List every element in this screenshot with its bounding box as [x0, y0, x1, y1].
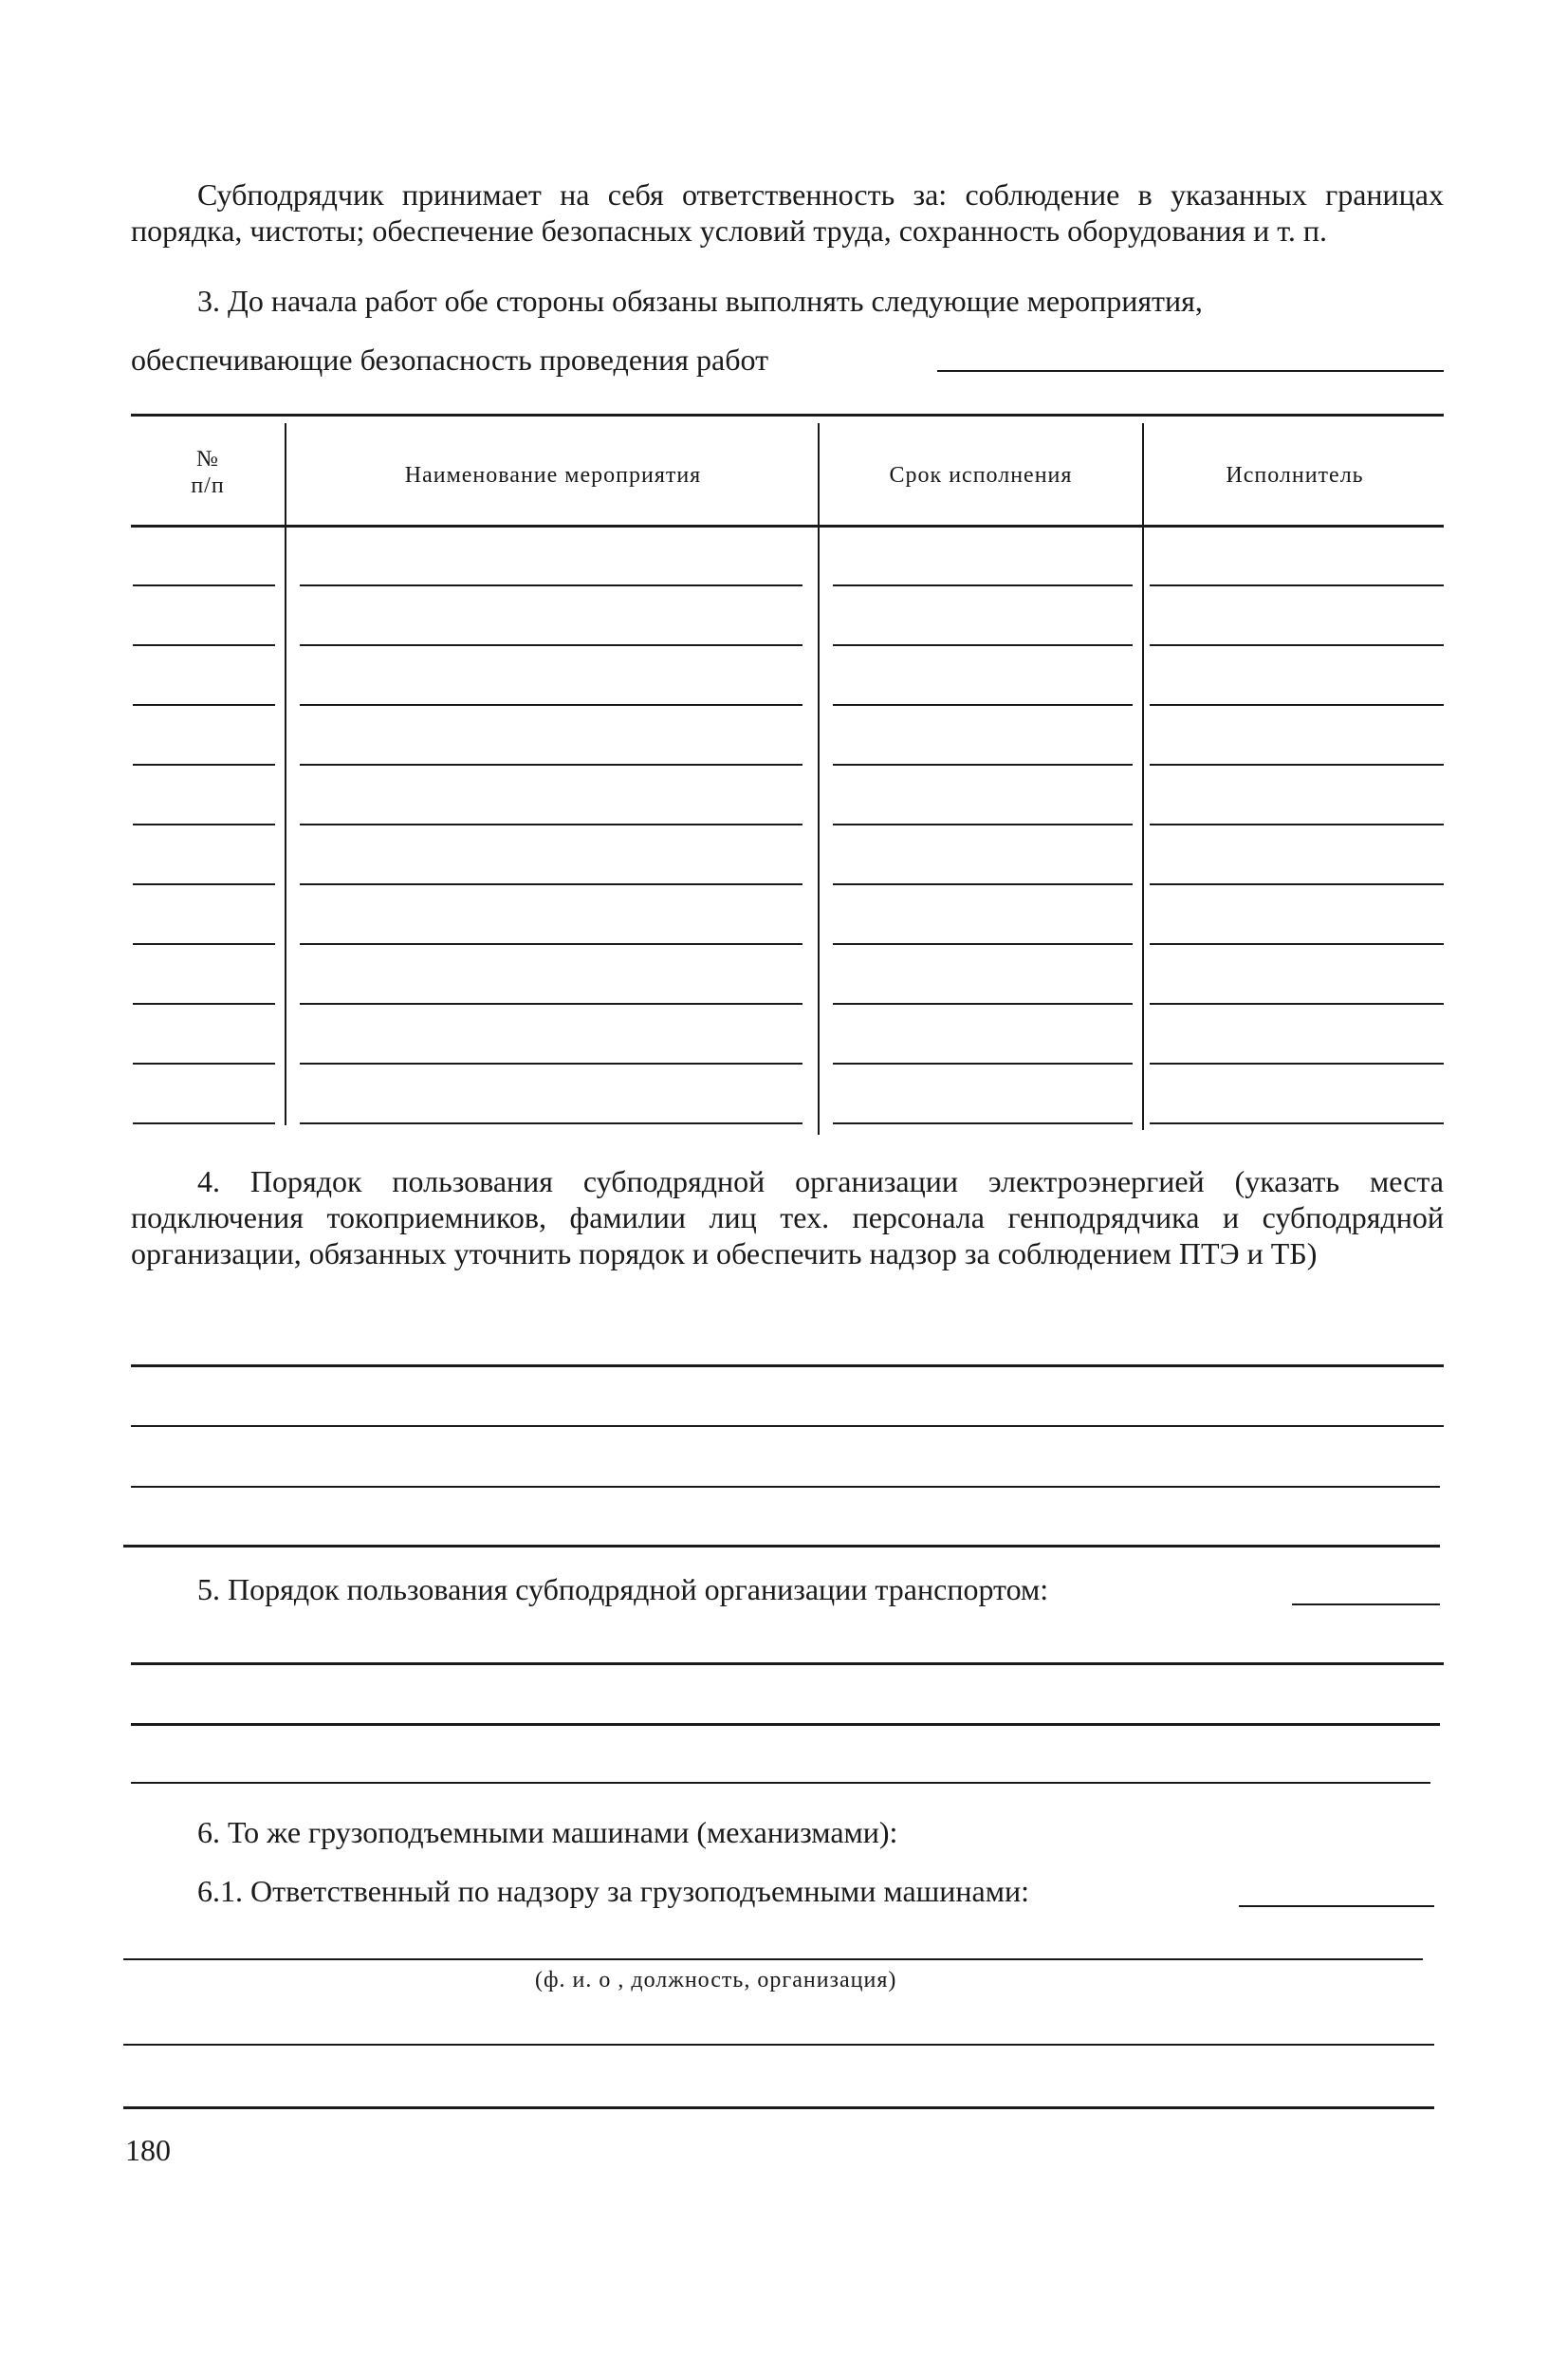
section-4-paragraph: 4. Порядок пользования субподрядной организации электроэнергией (указать места подключения токоприемников, фамилии лиц тех. персонала генподрядчика и субподрядной организации, обязанных уточнить порядок и обеспечить надзор за соблюдением ПТЭ и ТБ)	[131, 1164, 1444, 1270]
table-row-3-deadline-line	[833, 704, 1133, 706]
section-6-1-fill-line-2	[123, 2044, 1434, 2046]
table-row-9-executor-line	[1150, 1063, 1444, 1065]
table-header-name: Наименование мероприятия	[404, 463, 702, 488]
table-row-5-number-line	[133, 824, 275, 825]
table-row-7-deadline-line	[833, 943, 1133, 945]
table-row-9-name-line	[300, 1063, 802, 1065]
section-5-fill-line-1	[131, 1662, 1444, 1665]
table-row-6-deadline-line	[833, 883, 1133, 885]
table-col-divider-2	[818, 423, 820, 1135]
table-row-6-name-line	[300, 883, 802, 885]
section-6-1-caption: (ф. и. о , должность, организация)	[535, 1968, 897, 1993]
section-5-fill-line-0	[1292, 1603, 1440, 1605]
table-row-7-name-line	[300, 943, 802, 945]
table-row-8-deadline-line	[833, 1003, 1133, 1005]
table-row-5-name-line	[300, 824, 802, 825]
section-6-1-fill-line-1	[123, 1958, 1423, 1960]
table-row-6-number-line	[133, 883, 275, 885]
table-top-rule	[131, 414, 1444, 417]
table-row-4-name-line	[300, 764, 802, 766]
table-row-4-deadline-line	[833, 764, 1133, 766]
section-5-fill-line-2	[131, 1723, 1440, 1726]
table-row-2-name-line	[300, 644, 802, 646]
section-5-text: 5. Порядок пользования субподрядной организации транспортом:	[197, 1572, 1049, 1606]
table-row-3-name-line	[300, 704, 802, 706]
table-row-4-executor-line	[1150, 764, 1444, 766]
table-row-8-name-line	[300, 1003, 802, 1005]
table-row-5-deadline-line	[833, 824, 1133, 825]
table-row-5-executor-line	[1150, 824, 1444, 825]
section-6-1-text: 6.1. Ответственный по надзору за грузоподъемными машинами:	[197, 1874, 1030, 1908]
section-6-text: 6. То же грузоподъемными машинами (механизмами):	[197, 1815, 898, 1849]
section-3-line-1: 3. До начала работ обе стороны обязаны выполнять следующие мероприятия,	[197, 284, 1203, 318]
table-row-10-executor-line	[1150, 1122, 1444, 1124]
section-4-fill-line-1	[131, 1364, 1444, 1367]
table-row-7-number-line	[133, 943, 275, 945]
table-header-number: № п/п	[191, 447, 225, 498]
table-row-9-deadline-line	[833, 1063, 1133, 1065]
table-col-divider-1	[285, 423, 286, 1125]
table-row-3-number-line	[133, 704, 275, 706]
table-row-10-deadline-line	[833, 1122, 1133, 1124]
table-row-10-name-line	[300, 1122, 802, 1124]
intro-paragraph: Субподрядчик принимает на себя ответственность за: соблюдение в указанных границах порядка, чистоты; обеспечение безопасных условий труда, сохранность оборудования и т. п.	[131, 177, 1444, 248]
table-row-1-name-line	[300, 584, 802, 586]
section-6-1-fill-line-0	[1239, 1905, 1434, 1907]
table-row-6-executor-line	[1150, 883, 1444, 885]
section-6-1-fill-line-3	[123, 2106, 1434, 2109]
table-row-1-deadline-line	[833, 584, 1133, 586]
section-4-fill-line-3	[131, 1486, 1440, 1488]
table-row-2-executor-line	[1150, 644, 1444, 646]
table-row-2-number-line	[133, 644, 275, 646]
section-4-fill-line-2	[131, 1425, 1444, 1427]
table-header-deadline: Срок исполнения	[889, 463, 1073, 488]
table-header-bottom-rule	[131, 525, 1444, 528]
table-row-2-deadline-line	[833, 644, 1133, 646]
section-3-line-2: обеспечивающие безопасность проведения работ	[131, 343, 769, 377]
table-header-executor: Исполнитель	[1226, 463, 1364, 488]
table-row-8-number-line	[133, 1003, 275, 1005]
table-row-8-executor-line	[1150, 1003, 1444, 1005]
table-row-9-number-line	[133, 1063, 275, 1065]
table-row-3-executor-line	[1150, 704, 1444, 706]
table-row-1-executor-line	[1150, 584, 1444, 586]
section-3-fill-line	[937, 370, 1444, 372]
page-number: 180	[125, 2133, 171, 2167]
table-col-divider-3	[1142, 423, 1144, 1130]
table-row-4-number-line	[133, 764, 275, 766]
table-row-10-number-line	[133, 1122, 275, 1124]
table-row-7-executor-line	[1150, 943, 1444, 945]
table-row-1-number-line	[133, 584, 275, 586]
section-4-fill-line-4	[123, 1545, 1440, 1548]
section-5-fill-line-3	[131, 1782, 1430, 1784]
